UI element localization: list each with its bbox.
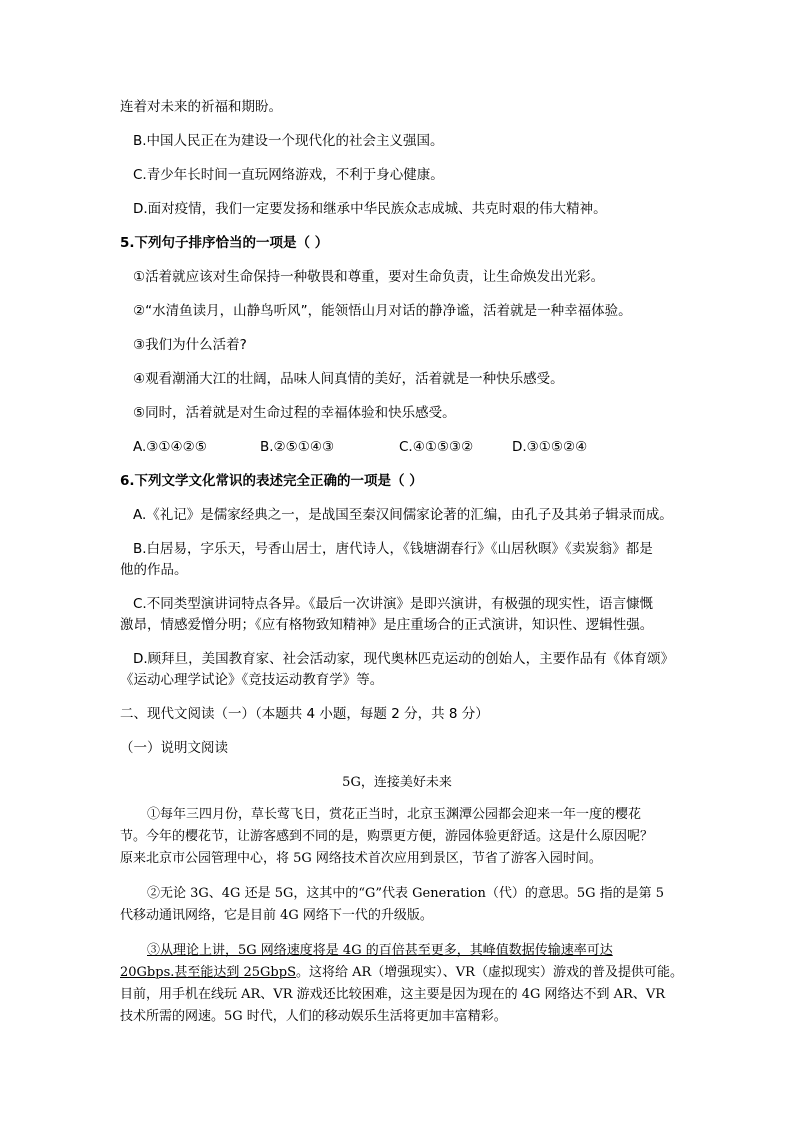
article-p1-line1: ①每年三四月份，草长莺飞日，赏花正当时，北京玉渊潭公园都会迎来一年一度的樱花 (147, 807, 642, 822)
article-p3-line4: 技术所需的网速。5G 时代，人们的移动娱乐生活将更加丰富精彩。 (120, 1009, 507, 1024)
article-p2-line2: 代移动通讯网络，它是目前 4G 网络下一代的升级版。 (120, 908, 433, 923)
article-p3-line1: ③从理论上讲，5G 网络速度将是 4G 的百倍甚至更多，其峰值数据传输速率可达 (147, 943, 613, 958)
subsection-heading: （一）说明文阅读 (120, 740, 228, 756)
q5-sentence-5: ⑤同时，活着就是对生命过程的幸福体验和快乐感受。 (133, 405, 456, 421)
q6-stem: 6.下列文学文化常识的表述完全正确的一项是（ ） (120, 473, 423, 489)
q6-option-b-line1: B.白居易，字乐天，号香山居士，唐代诗人，《钱塘湖春行》《山居秋暝》《卖炭翁》都是 (133, 541, 653, 557)
q5-option-a: A.③①④②⑤ (133, 439, 207, 455)
article-p1-line2: 节。今年的樱花节，让游客感到不同的是，购票更方便，游园体验更舒适。这是什么原因呢？ (120, 829, 654, 844)
article-p3-line2-rest: 。这将给 AR（增强现实）、VR（虚拟现实）游戏的普及提供可能。 (295, 965, 683, 980)
q5-option-c: C.④①⑤③② (399, 439, 474, 455)
q5-sentence-1: ①活着就应该对生命保持一种敬畏和尊重，要对生命负责，让生命焕发出光彩。 (133, 269, 605, 285)
q5-sentence-4: ④观看潮涌大江的壮阔，品味人间真情的美好，活着就是一种快乐感受。 (133, 371, 564, 387)
q5-sentence-3: ③我们为什么活着? (133, 337, 247, 353)
section-heading: 二、现代文阅读（一）（本题共 4 小题，每题 2 分，共 8 分） (120, 706, 489, 722)
article-p2-line1: ②无论 3G、4G 还是 5G，这其中的“G”代表 Generation（代）的意思。5G 指的是第 5 (147, 886, 665, 901)
q4-line-a-tail: 连着对未来的祈福和期盼。 (120, 99, 282, 115)
article-title: 5G，连接美好未来 (342, 775, 452, 790)
q4-option-b: B.中国人民正在为建设一个现代化的社会主义强国。 (133, 133, 444, 149)
article-p3-underlined: 20Gbps.甚至能达到 25GbpS (120, 965, 296, 980)
q5-option-d: D.③①⑤②④ (512, 439, 588, 455)
q4-option-d: D.面对疫情，我们一定要发扬和继承中华民族众志成城、共克时艰的伟大精神。 (133, 201, 607, 217)
article-p3-line3: 目前，用手机在线玩 AR、VR 游戏还比较困难，这主要是因为现在的 4G 网络达不到 AR、VR (120, 987, 666, 1002)
q6-option-c-line1: C.不同类型演讲词特点各异。《最后一次讲演》是即兴演讲，有极强的现实性，语言慷慨 (133, 596, 653, 612)
q6-option-d-line2: 《运动心理学试论》《竞技运动教育学》等。 (120, 672, 384, 688)
q6-option-b-line2: 他的作品。 (120, 562, 188, 578)
q6-option-c-line2: 激昂，情感爱憎分明；《应有格物致知精神》是庄重场合的正式演讲，知识性、逻辑性强。 (120, 617, 654, 633)
q4-option-c: C.青少年长时间一直玩网络游戏，不利于身心健康。 (133, 167, 444, 183)
q5-sentence-2: ②“水清鱼读月，山静鸟听风”，能领悟山月对话的静净谧，活着就是一种幸福体验。 (133, 303, 632, 319)
article-p1-line3: 原来北京市公园管理中心，将 5G 网络技术首次应用到景区，节省了游客入园时间。 (120, 851, 602, 866)
q6-option-d-line1: D.顾拜旦，美国教育家、社会活动家，现代奥林匹克运动的创始人，主要作品有《体育颂》 (133, 651, 675, 667)
q6-option-a: A.《礼记》是儒家经典之一，是战国至秦汉间儒家论著的汇编，由孔子及其弟子辑录而成。 (133, 507, 673, 523)
q5-stem: 5.下列句子排序恰当的一项是（ ） (120, 235, 329, 251)
article-p3-line2 (120, 963, 683, 983)
q5-option-b: B.②⑤①④③ (260, 439, 335, 455)
